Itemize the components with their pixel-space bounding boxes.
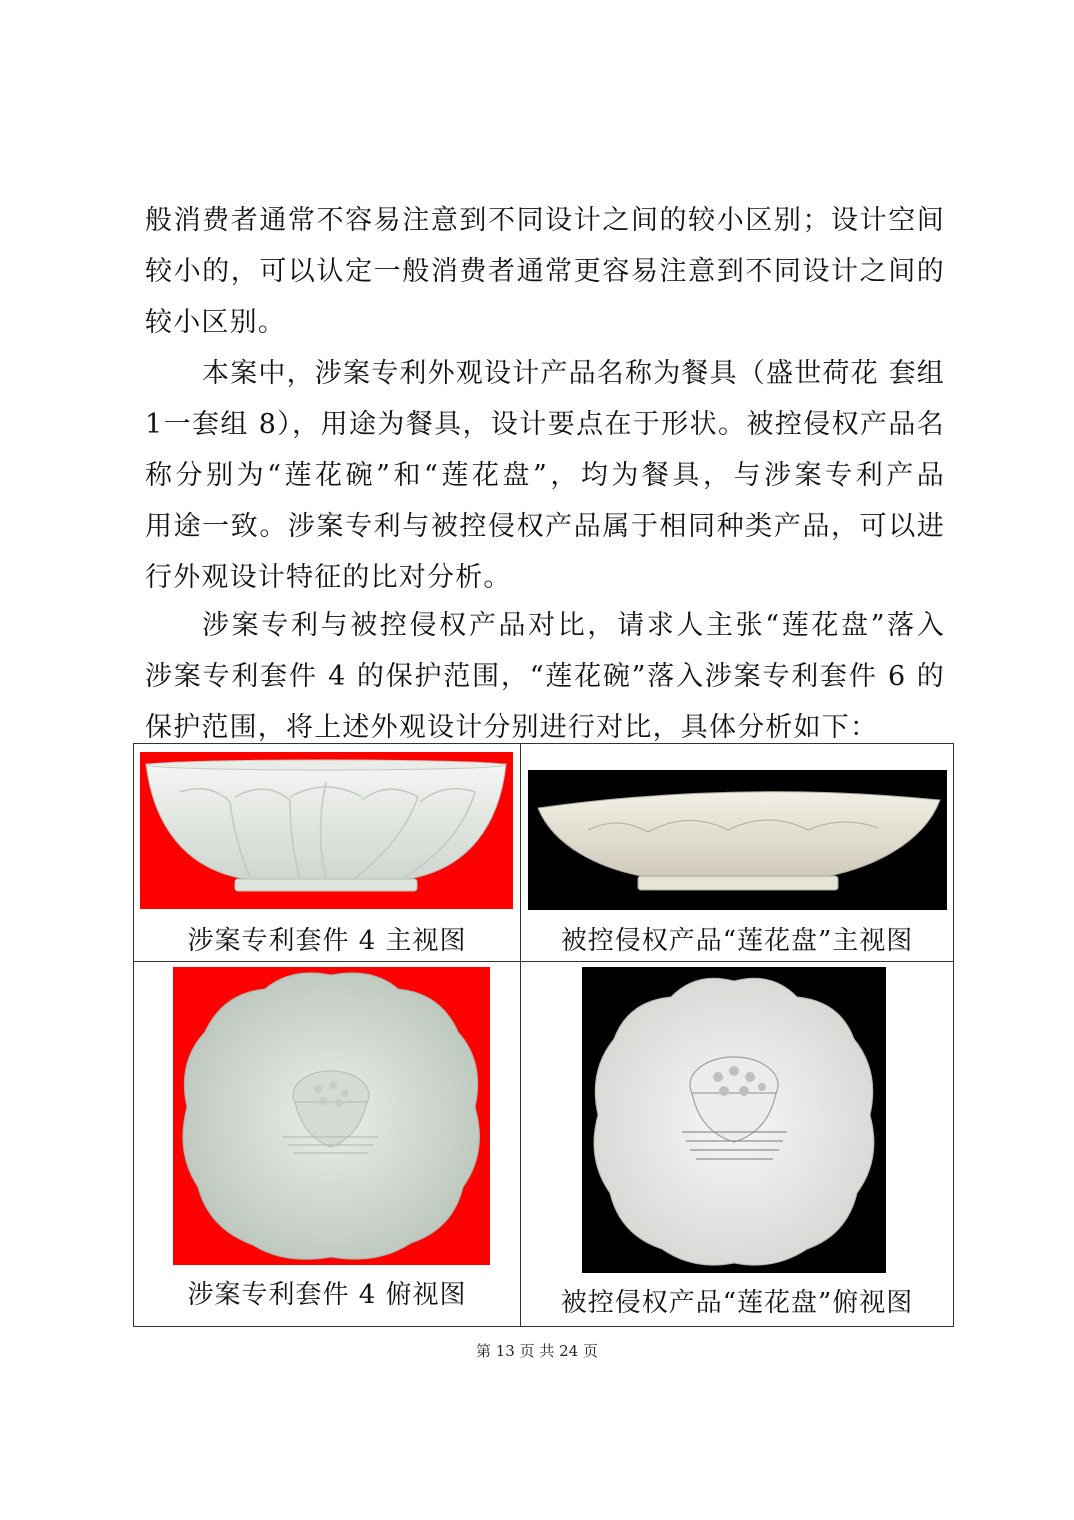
paragraph-line: 1一套组 8），用途为餐具，设计要点在于形状。被控侵权产品名 (145, 409, 945, 440)
paragraph-line: 涉案专利与被控侵权产品对比，请求人主张“莲花盘”落入 (202, 610, 945, 641)
paragraph-line: 般消费者通常不容易注意到不同设计之间的较小区别；设计空间 (145, 205, 945, 236)
accused-top-view-image (582, 967, 886, 1273)
cell-patent-top (134, 962, 521, 1327)
paragraph-line: 较小的，可以认定一般消费者通常更容易注意到不同设计之间的 (145, 256, 945, 287)
accused-front-view-image (528, 770, 947, 910)
page-number-footer: 第 13 页 共 24 页 (475, 1342, 598, 1360)
comparison-table (133, 743, 954, 1327)
paragraph-line: 称分别为“莲花碗”和“莲花盘”，均为餐具，与涉案专利产品 (145, 460, 945, 491)
lotus-bowl-side-illustration (140, 752, 513, 909)
lotus-plate-top-illustration (582, 967, 886, 1273)
caption-accused-front: 被控侵权产品“莲花盘”主视图 (560, 926, 914, 956)
paragraph-line: 较小区别。 (145, 307, 286, 338)
paragraph-line: 本案中，涉案专利外观设计产品名称为餐具（盛世荷花 套组 (202, 358, 945, 389)
caption-patent-front: 涉案专利套件 4 主视图 (187, 926, 467, 956)
lotus-plate-side-illustration (528, 770, 947, 910)
paragraph-line: 行外观设计特征的比对分析。 (145, 562, 512, 593)
paragraph-line: 涉案专利套件 4 的保护范围，“莲花碗”落入涉案专利套件 6 的 (145, 661, 945, 692)
caption-patent-top: 涉案专利套件 4 俯视图 (187, 1280, 467, 1310)
lotus-bowl-top-illustration (173, 967, 490, 1265)
cell-accused-top (521, 962, 954, 1327)
paragraph-3 (145, 600, 945, 753)
paragraph-1 (145, 195, 945, 348)
caption-accused-top: 被控侵权产品“莲花盘”俯视图 (560, 1288, 914, 1318)
patent-front-view-image (140, 752, 513, 909)
paragraph-line: 保护范围，将上述外观设计分别进行对比，具体分析如下： (145, 712, 879, 743)
paragraph-2 (145, 348, 945, 603)
cell-patent-front (134, 744, 521, 962)
paragraph-line: 用途一致。涉案专利与被控侵权产品属于相同种类产品，可以进 (145, 511, 945, 542)
cell-accused-front (521, 744, 954, 962)
patent-top-view-image (173, 967, 490, 1265)
